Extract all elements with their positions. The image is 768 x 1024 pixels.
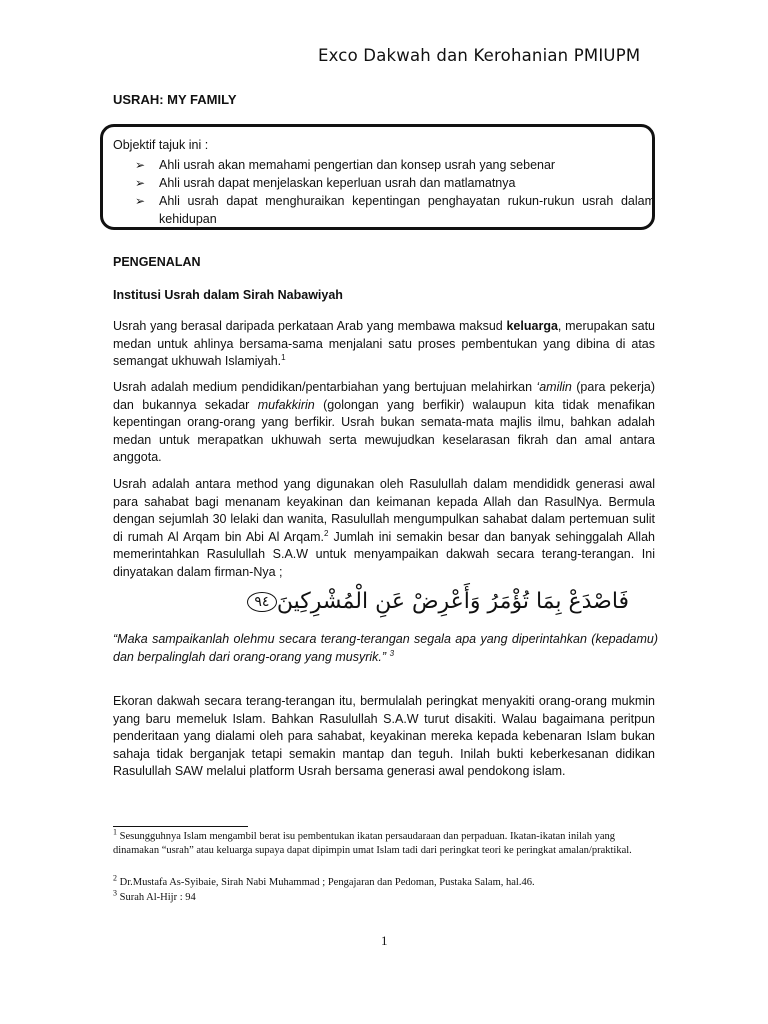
p2-text-c: (golongan yang berfikir) walaupun kita tidak menafikan kepentingan orang-orang yang berfikir. Usrah bukan semata-mata majlis ilmu, bahkan adalah medan untuk merapatkan ukhuwah serta mewujudkan keselarasan fikrah dan amal antara anggota. — [113, 397, 655, 464]
document-title: USRAH: MY FAMILY — [113, 92, 237, 107]
footnote-ref: 3 — [389, 648, 395, 658]
p1-text-b: , merupakan satu medan untuk ahlinya bersama-sama menjalani satu proses pembentukan yang dibina di atas semangat ukhuwah Islamiyah. — [113, 319, 655, 368]
p2-text-b: (para pekerja) dan bukannya sekadar — [113, 380, 655, 412]
subsection-heading: Institusi Usrah dalam Sirah Nabawiyah — [113, 288, 343, 302]
footnote-number: 1 — [113, 827, 117, 837]
objective-item — [135, 192, 655, 228]
footnote-text: Dr.Mustafa As-Syibaie, Sirah Nabi Muhammad ; Pengajaran dan Pedoman, Pustaka Salam, hal.46. — [117, 877, 535, 888]
objectives-lead: Objektif tajuk ini : — [113, 138, 209, 152]
verse-translation — [113, 630, 658, 666]
footnote-text: Surah Al-Hijr : 94 — [117, 892, 196, 903]
footnote-1 — [113, 827, 658, 858]
objective-text: Ahli usrah dapat menghuraikan kepentingan penghayatan rukun-rukun usrah dalam kehidupan — [159, 194, 655, 226]
page-header: Exco Dakwah dan Kerohanian PMIUPM — [318, 46, 641, 65]
paragraph-4: Ekoran dakwah secara terang-terangan itu, bermulalah peringkat menyakiti orang-orang mukmin yang baru memeluk Islam. Bahkan Rasulullah S.A.W turut disakiti. Walau bagaimana peritpun penderitaan yang dialami oleh para sahabat, keyakinan mereka kepada kebenaran Islam bukan sahaja tidak berganjak tetapi semakin mantap dan teguh. Inilah bukti keberkesanan didikan Rasulullah SAW melalui platform Usrah bersama generasi awal pendokong islam. — [113, 694, 655, 778]
footnote-separator — [113, 826, 248, 827]
p1-text-a: Usrah yang berasal daripada perkataan Arab yang membawa maksud — [113, 319, 507, 333]
section-heading: PENGENALAN — [113, 255, 201, 269]
arrow-bullet-icon: ➢ — [135, 194, 146, 208]
page-number: 1 — [381, 933, 388, 948]
footnote-number: 2 — [113, 873, 117, 883]
objective-item — [135, 174, 655, 192]
p2-text-a: Usrah adalah medium pendidikan/pentarbiahan yang bertujuan melahirkan — [113, 380, 537, 394]
footnote-text: Sesungguhnya Islam mengambil berat isu pembentukan ikatan persaudaraan dan perpaduan. Ikatan-ikatan inilah yang dinamakan “usrah” atau keluarga supaya dapat dipimpin umat Islam tadi dari peringkat teori ke peringkat amalan/praktikal. — [113, 831, 632, 856]
p2-italic-2: mufakkirin — [257, 397, 315, 412]
footnote-3 — [113, 888, 658, 905]
paragraph-2 — [113, 379, 655, 467]
arrow-bullet-icon: ➢ — [135, 176, 146, 190]
verse-arabic-text: فَاصْدَعْ بِمَا تُؤْمَرُ وَأَعْرِضْ عَنِ الْمُشْرِكِينَ — [276, 589, 630, 614]
translation-text: “Maka sampaikanlah olehmu secara terang-terangan segala apa yang diperintahkan (kepadamu) dan berpalinglah dari orang-orang yang musyrik.” — [113, 632, 658, 664]
footnote-number: 3 — [113, 888, 117, 898]
quran-verse — [225, 584, 645, 620]
paragraph-3 — [113, 476, 655, 581]
footnote-2 — [113, 873, 658, 890]
footnote-ref: 2 — [324, 528, 329, 538]
p3-text-a: Usrah adalah antara method yang digunakan oleh Rasulullah dalam mendididk generasi awal para sahabat bagi menanam keyakinan dan keimanan kepada Allah dan RasulNya. Bermula dengan sejumlah 30 lelaki dan wanita, Rasulullah mengumpulkan sahabat dalam pertemuan sulit di rumah Al Arqam bin Abi Al Arqam. — [113, 477, 655, 544]
p1-bold-word: keluarga — [506, 319, 558, 333]
arrow-bullet-icon: ➢ — [135, 158, 146, 172]
objective-text: Ahli usrah dapat menjelaskan keperluan usrah dan matlamatnya — [159, 176, 516, 190]
footnote-ref: 1 — [281, 352, 286, 362]
p2-italic-1: ‘amilin — [536, 380, 572, 394]
objectives-list — [135, 156, 655, 228]
objective-text: Ahli usrah akan memahami pengertian dan konsep usrah yang sebenar — [159, 158, 556, 172]
p3-text-b: Jumlah ini semakin besar dan banyak sehinggalah Allah memerintahkan Rasulullah S.A.W untuk menyampaikan dakwah secara terang-terangan. Ini dinyatakan dalam firman-Nya ; — [113, 529, 655, 579]
ayah-number-marker: ٩٤ — [247, 592, 277, 612]
paragraph-1 — [113, 318, 655, 371]
objective-item — [135, 156, 655, 174]
